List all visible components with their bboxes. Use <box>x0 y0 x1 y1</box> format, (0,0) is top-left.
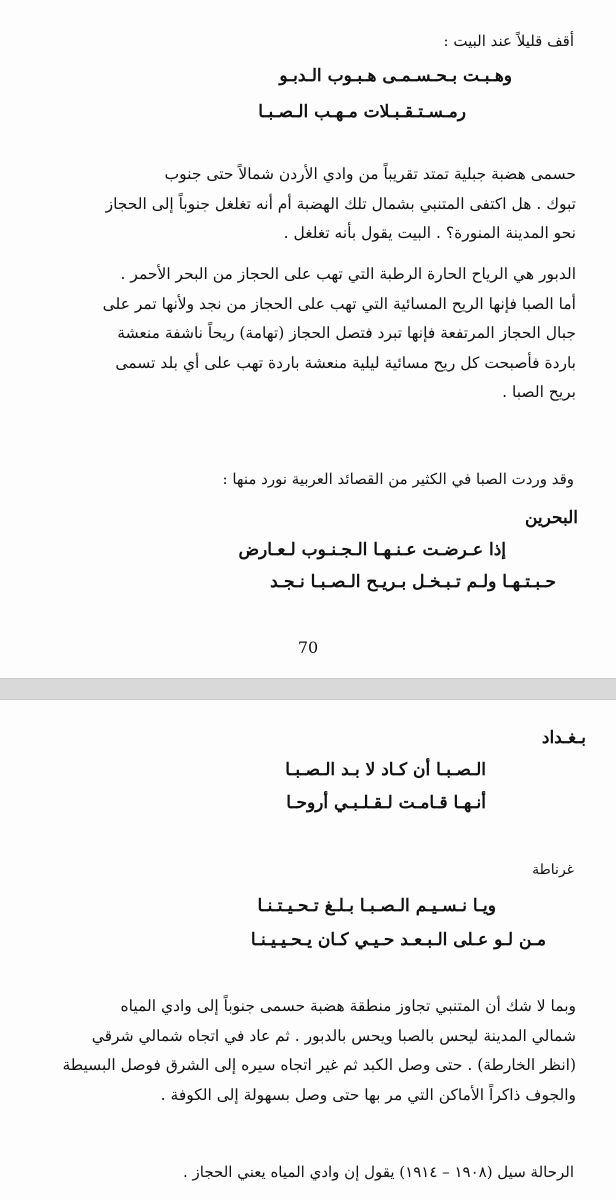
paragraph-route <box>31 992 576 1110</box>
heading-granada: غرناطة <box>532 862 574 878</box>
verse-line: إذا عـرضـت عـنـهـا الـجـنـوب لـعـارض <box>238 540 506 560</box>
paragraph-winds <box>31 260 576 408</box>
paragraph-line: بريح الصبا . <box>502 383 576 401</box>
paragraph-line: أما الصبا فإنها الريح المسائية التي تهب على الحجاز من نجد ولأنها تمر على <box>102 294 576 313</box>
verse-line: حـبـتـهـا ولـم تـبـخـل بـريـح الـصـبـا نـجـد <box>270 572 556 592</box>
paragraph-line: والجوف ذاكراً الأماكن التي مر بها حتى وصل بسهولة إلى الكوفة . <box>160 1085 576 1104</box>
paragraph-line: نحو المدينة المنورة؟ . البيت يقول بأنه تغلغل . <box>283 224 576 242</box>
paragraph-line: وبما لا شك أن المتنبي تجاوز منطقة هضبة حسمى جنوباً إلى وادي المياه <box>120 997 576 1015</box>
heading-bahrain: البحرين <box>524 508 578 528</box>
intro-text: أقف قليلاً عند البيت : <box>443 32 574 50</box>
paragraph-line: باردة فأصبحت كل ريح مسائية ليلية منعشة باردة تهب على أي بلد تسمى <box>115 353 576 372</box>
heading-baghdad: بـغـداد <box>541 728 586 748</box>
paragraph-line: حسمى هضبة جبلية تمتد تقريباً من وادي الأردن شمالاً حتى جنوب <box>164 165 576 183</box>
verse-line: أنـهـا قـامـت لـقـلـبـي أروحـا <box>286 793 486 813</box>
book-page-71 <box>0 700 616 1199</box>
page-number: 70 <box>297 638 319 657</box>
paragraph-line: تبوك . هل اكتفى المتنبي بشمال تلك الهضبة أم أنه تغلغل جنوباً إلى الحجاز <box>105 194 576 213</box>
paragraph-traveler: الرحالة سيل (١٩٠٨ – ١٩١٤) يقول إن وادي المياه يعني الحجاز . <box>183 1163 574 1181</box>
verse-line: الـصـبـا أن كـاد لا بـد الـصـبـا <box>285 760 486 780</box>
intro-poems-text: وقد وردت الصبا في الكثير من القصائد العربية نورد منها : <box>222 470 574 488</box>
paragraph-line: الدبور هي الرياح الحارة الرطبة التي تهب على الحجاز من البحر الأحمر . <box>120 265 576 283</box>
verse-line: ويـا نـسـيـم الـصـبـا بـلـغ تـحـيـتـنـا <box>257 896 496 916</box>
paragraph-hisma <box>31 160 576 249</box>
paragraph-line: (انظر الخارطة) . حتى وصل الكبد ثم غير اتجاه سيره إلى الشرق فوصل البسيطة <box>62 1056 576 1074</box>
verse-line: وهـبـت بـحـسـمـى هـبـوب الـدبـو <box>279 66 512 86</box>
verse-line: مـن لـو عـلى الـبـعـد حـيـي كـان يـحـيـيـنـا <box>250 930 546 950</box>
paragraph-line: جبال الحجاز المرتفعة فإنها تبرد فتصل الحجاز (تهامة) ريحاً ناشفة منعشة <box>117 324 576 342</box>
page-separator <box>0 678 616 700</box>
verse-line: رمـسـتـقـبـلات مـهـب الـصـبـا <box>258 102 466 122</box>
paragraph-line: شمالي المدينة ليحس بالصبا ويحس بالدبور . ثم عاد في اتجاه شمالي شرقي <box>91 1026 576 1045</box>
